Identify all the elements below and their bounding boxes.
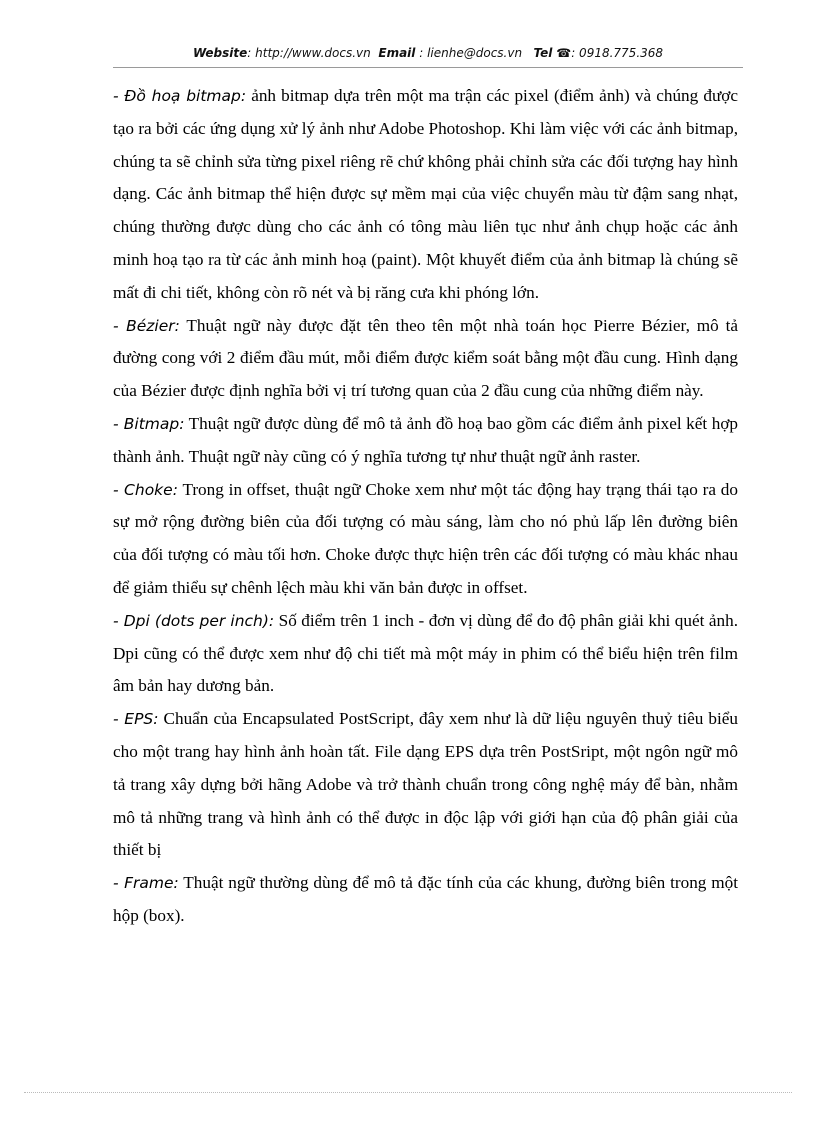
definition: Số điểm trên 1 inch - đơn vị dùng để đo độ phân giải khi quét ảnh. Dpi cũng có thể được xem như độ chi tiết mà một máy in phim có thể biểu hiện trên film âm bản hay dương bản. — [113, 610, 738, 696]
tel-label: Tel — [533, 46, 553, 60]
definition: Trong in offset, thuật ngữ Choke xem như một tác động hay trạng thái tạo ra do sự mở rộng đường biên của đối tượng có màu sáng, làm cho nó phủ lấp lên đường biên của đối tượng có màu tối hơn. Choke được thực hiện trên các đối tượng có màu khác nhau để giảm thiểu sự chênh lệch màu khi văn bản được in offset. — [113, 479, 738, 597]
tel-value: : 0918.775.368 — [571, 46, 664, 60]
definition: ảnh bitmap dựa trên một ma trận các pixel (điểm ảnh) và chúng được tạo ra bởi các ứng dụng xử lý ảnh như Adobe Photoshop. Khi làm việc với các ảnh bitmap, chúng ta sẽ chỉnh sửa từng pixel riêng rẽ chứ không phải chỉnh sửa các đối tượng hay hình dạng. Các ảnh bitmap thể hiện được sự mềm mại của việc chuyển màu từ đậm sang nhạt, chúng thường được dùng cho các ảnh có tông màu liên tục như ảnh chụp hoặc các ảnh minh hoạ tạo ra từ các ảnh minh hoạ (paint). Một khuyết điểm của ảnh bitmap là chúng sẽ mất đi chi tiết, không còn rõ nét và bị răng cưa khi phóng lớn. — [113, 86, 738, 302]
paragraph-eps — [113, 703, 738, 867]
term: - EPS: — [113, 710, 159, 729]
term: - Đồ hoạ bitmap: — [113, 87, 247, 105]
paragraph-bitmap — [113, 408, 738, 474]
website-label: Website — [192, 46, 248, 60]
paragraph-choke — [113, 474, 738, 605]
website-value: : http://www.docs.vn — [247, 46, 371, 60]
definition: Chuẩn của Encapsulated PostScript, đây xem như là dữ liệu nguyên thuỷ tiêu biểu cho một trang hay hình ảnh hoàn tất. File dạng EPS dựa trên PostSript, một ngôn ngữ mô tả trang xây dựng bởi hãng Adobe và trở thành chuẩn trong công nghệ máy để bàn, nhằm mô tả những trang và hình ảnh có thể được in độc lập với giới hạn của độ phân giải của thiết bị — [113, 709, 738, 860]
term: - Dpi (dots per inch): — [113, 611, 275, 630]
footer-divider — [24, 1092, 792, 1093]
term: - Frame: — [113, 874, 179, 893]
term: - Bézier: — [113, 316, 180, 335]
definition: Thuật ngữ này được đặt tên theo tên một nhà toán học Pierre Bézier, mô tả đường cong với 2 điểm đầu mút, mỗi điểm được kiểm soát bằng một đầu cung. Hình dạng của Bézier được định nghĩa bởi vị trí tương quan của 2 đầu cung của những điểm này. — [113, 315, 738, 401]
paragraph-dpi — [113, 605, 738, 703]
term: - Bitmap: — [113, 414, 185, 433]
paragraph-do-hoa-bitmap — [113, 80, 738, 310]
paragraph-bezier — [113, 310, 738, 408]
page-header — [113, 46, 743, 60]
header-divider — [113, 67, 743, 68]
definition: Thuật ngữ thường dùng để mô tả đặc tính của các khung, đường biên trong một hộp (box). — [113, 873, 738, 925]
definition: Thuật ngữ được dùng để mô tả ảnh đồ hoạ bao gồm các điểm ảnh pixel kết hợp thành ảnh. Thuật ngữ này cũng có ý nghĩa tương tự như thuật ngữ ảnh raster. — [113, 413, 738, 466]
paragraph-frame — [113, 867, 738, 933]
phone-icon: ☎ — [556, 46, 572, 60]
document-body — [113, 80, 738, 933]
term: - Choke: — [113, 480, 178, 499]
email-value: : lienhe@docs.vn — [419, 46, 523, 60]
email-label: Email — [378, 46, 416, 60]
